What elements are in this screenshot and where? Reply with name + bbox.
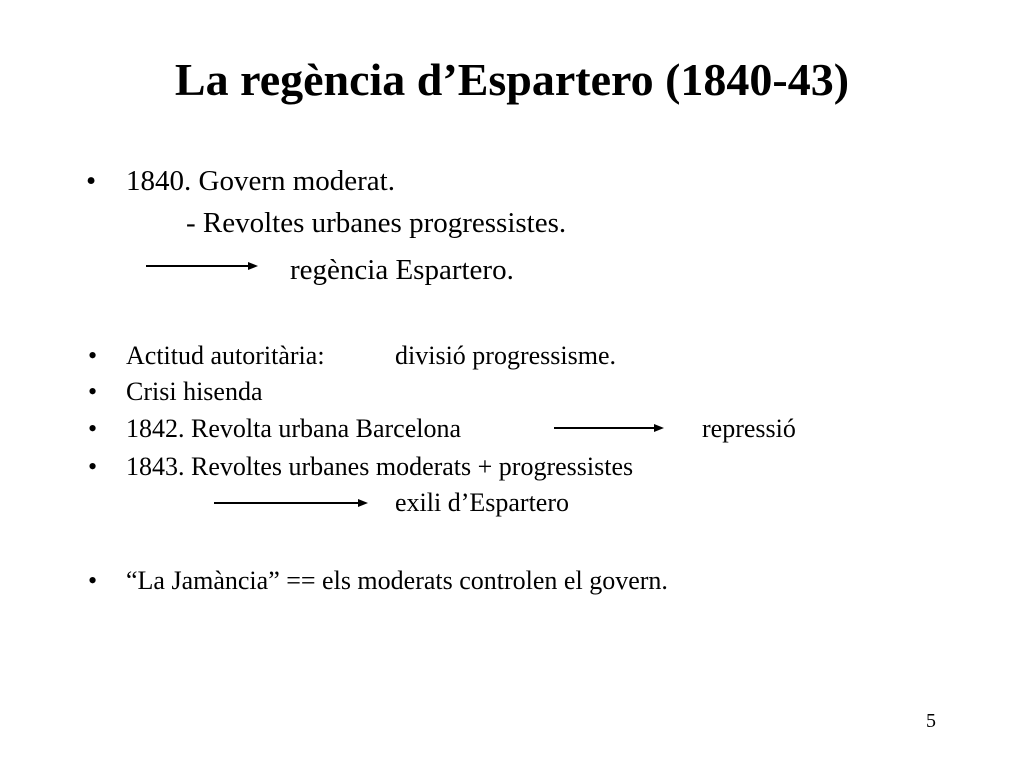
right-arrow-icon — [552, 421, 668, 435]
bullet-marker: • — [86, 165, 97, 197]
item-1842-right: repressió — [702, 414, 796, 443]
item-1842-left: 1842. Revolta urbana Barcelona — [126, 414, 461, 443]
item-crisi: Crisi hisenda — [126, 377, 263, 406]
item-jamancia: “La Jamància” == els moderats controlen el govern. — [126, 566, 668, 595]
block1-line1: 1840. Govern moderat. — [126, 165, 395, 197]
bullet-marker: • — [88, 341, 98, 370]
right-arrow-icon — [212, 496, 372, 510]
slide-title: La regència d’Espartero (1840-43) — [174, 54, 850, 105]
item-actitud-right: divisió progressisme. — [395, 341, 616, 370]
block1-line2: - Revoltes urbanes progressistes. — [186, 207, 567, 239]
bullet-marker: • — [88, 566, 98, 595]
bullet-marker: • — [88, 452, 98, 481]
item-1843-sub: exili d’Espartero — [395, 488, 569, 517]
right-arrow-icon — [144, 259, 260, 273]
block1-line3: regència Espartero. — [290, 254, 514, 286]
page-number: 5 — [926, 710, 936, 732]
item-actitud-left: Actitud autoritària: — [126, 341, 325, 370]
item-1843: 1843. Revoltes urbanes moderats + progressistes — [126, 452, 634, 481]
bullet-marker: • — [88, 377, 98, 406]
bullet-marker: • — [88, 414, 98, 443]
